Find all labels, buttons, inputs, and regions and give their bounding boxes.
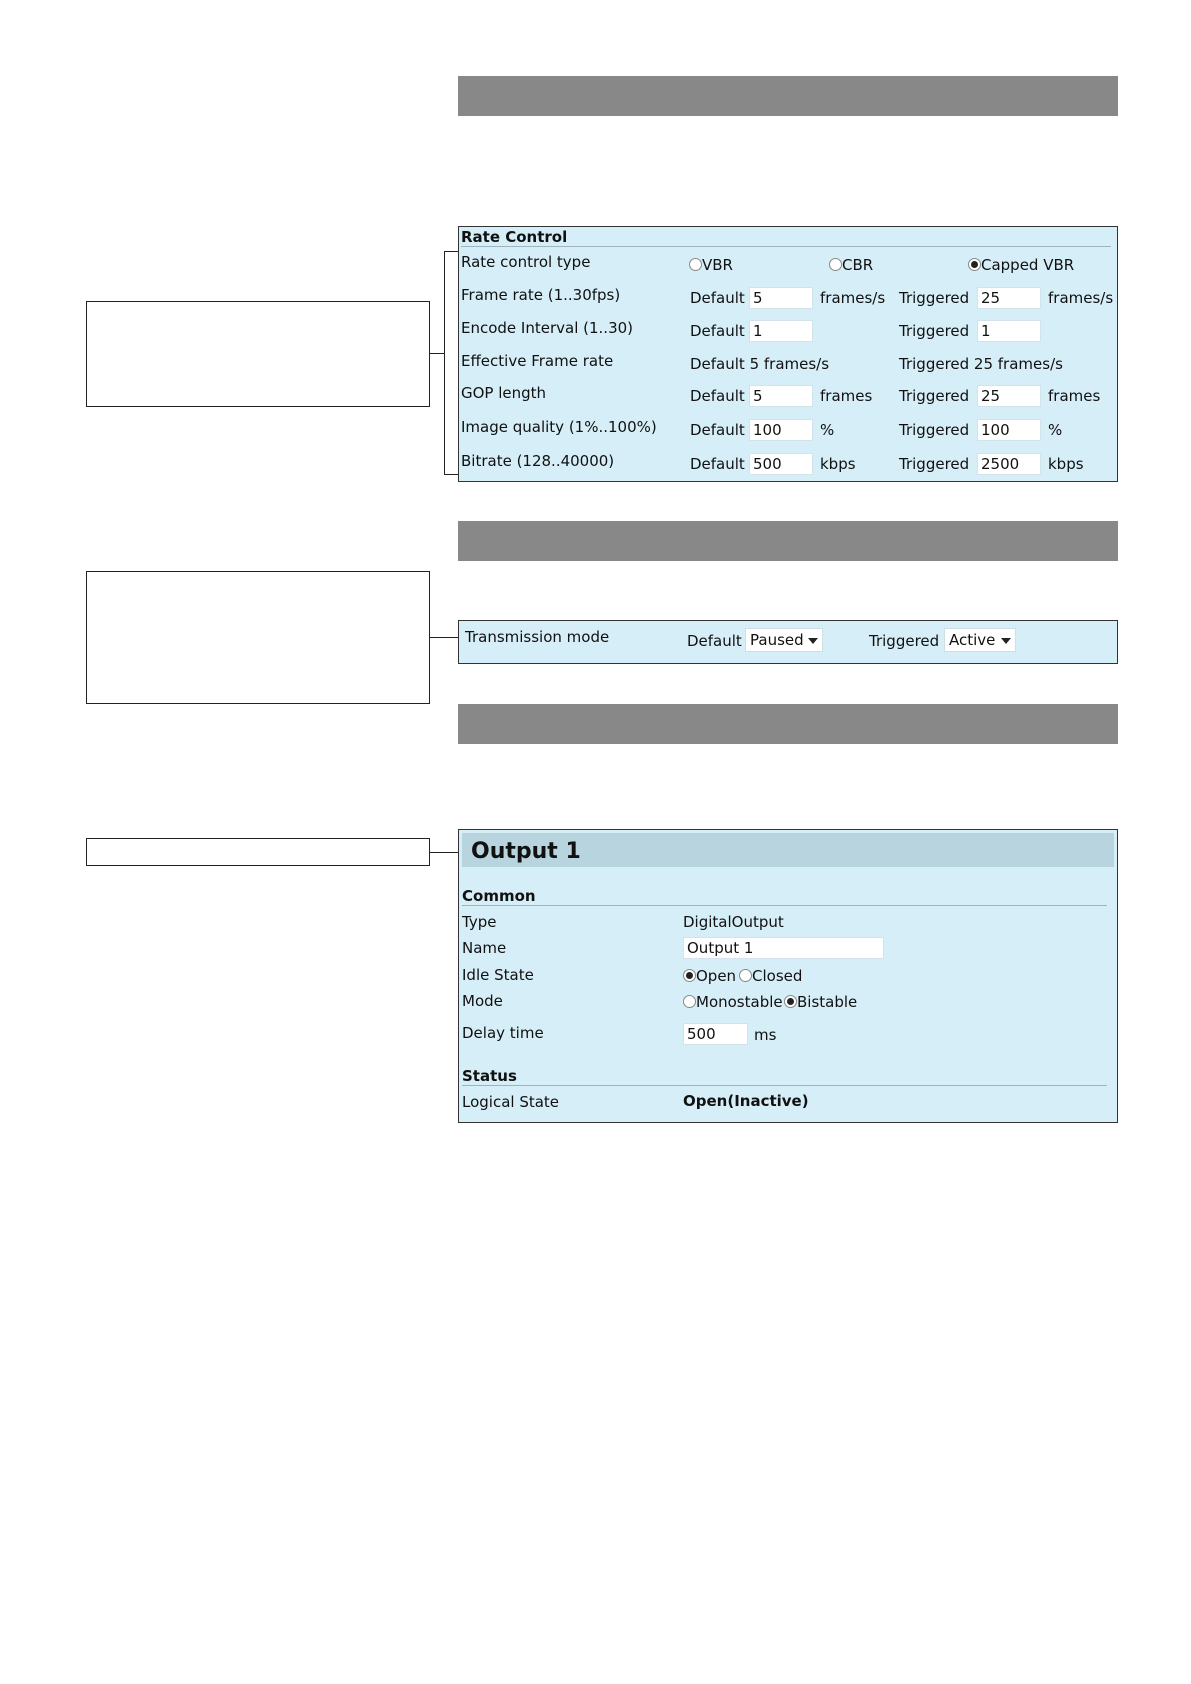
mode-monostable-radio[interactable]	[683, 993, 783, 1011]
common-separator	[462, 905, 1107, 906]
radio-capped-vbr-label: Capped VBR	[981, 256, 1075, 274]
frame-rate-triggered-unit: frames/s	[1048, 289, 1114, 307]
callout-box-output	[86, 838, 430, 866]
status-heading: Status	[462, 1067, 517, 1085]
quality-default-input[interactable]: 100	[749, 419, 813, 441]
transmission-default-value: Paused	[750, 631, 804, 649]
transmission-triggered-select[interactable]	[944, 628, 1016, 652]
quality-default-unit: %	[820, 421, 835, 439]
mode-monostable-circle[interactable]	[683, 995, 696, 1008]
mode-bistable-label: Bistable	[797, 993, 858, 1011]
gop-length-label: GOP length	[461, 384, 547, 402]
rate-control-type-label: Rate control type	[461, 253, 591, 271]
gop-triggered-input[interactable]: 25	[977, 385, 1041, 407]
transmission-triggered-value: Active	[949, 631, 996, 649]
logical-state-value: Open(Inactive)	[683, 1092, 809, 1110]
radio-capped-vbr-circle[interactable]	[968, 258, 981, 271]
section-header-bar-3	[458, 704, 1118, 744]
image-quality-label: Image quality (1%..100%)	[461, 418, 657, 436]
output-panel	[458, 829, 1118, 1123]
frame-rate-default-label: Default	[690, 289, 745, 307]
bitrate-triggered-label: Triggered	[899, 455, 970, 473]
type-label: Type	[462, 913, 497, 931]
section-header-bar-2	[458, 521, 1118, 561]
radio-cbr-label: CBR	[842, 256, 874, 274]
radio-cbr-circle[interactable]	[829, 258, 842, 271]
callout-box-transmission	[86, 571, 430, 704]
bitrate-default-label: Default	[690, 455, 745, 473]
idle-open-label: Open	[696, 967, 737, 985]
transmission-mode-label: Transmission mode	[465, 628, 610, 646]
mode-label: Mode	[462, 992, 503, 1010]
frame-rate-label: Frame rate (1..30fps)	[461, 286, 621, 304]
frame-rate-triggered-label: Triggered	[899, 289, 970, 307]
common-heading: Common	[462, 887, 536, 905]
rate-control-separator	[461, 246, 1111, 247]
encode-interval-triggered-input[interactable]: 1	[977, 320, 1041, 342]
frame-rate-default-unit: frames/s	[820, 289, 886, 307]
gop-default-input[interactable]: 5	[749, 385, 813, 407]
status-separator	[462, 1085, 1107, 1086]
mode-bistable-circle[interactable]	[784, 995, 797, 1008]
gop-default-unit: frames	[820, 387, 873, 405]
quality-triggered-unit: %	[1048, 421, 1063, 439]
effective-frame-rate-label: Effective Frame rate	[461, 352, 614, 370]
encode-interval-default-input[interactable]: 1	[749, 320, 813, 342]
delay-time-label: Delay time	[462, 1024, 544, 1042]
encode-interval-triggered-label: Triggered	[899, 322, 970, 340]
mode-bistable-radio[interactable]	[784, 993, 857, 1011]
idle-closed-circle[interactable]	[739, 969, 752, 982]
bitrate-label: Bitrate (128..40000)	[461, 452, 615, 470]
quality-triggered-label: Triggered	[899, 421, 970, 439]
delay-time-input[interactable]: 500	[683, 1023, 748, 1045]
effective-frame-rate-default: Default 5 frames/s	[690, 355, 830, 373]
transmission-default-label: Default	[687, 632, 742, 650]
transmission-default-select[interactable]	[745, 628, 823, 652]
bitrate-triggered-unit: kbps	[1048, 455, 1084, 473]
idle-state-label: Idle State	[462, 966, 534, 984]
rate-control-panel	[458, 226, 1118, 482]
output-title: Output 1	[471, 839, 581, 864]
gop-default-label: Default	[690, 387, 745, 405]
radio-vbr-label: VBR	[702, 256, 733, 274]
bitrate-triggered-input[interactable]: 2500	[977, 453, 1041, 475]
name-label: Name	[462, 939, 507, 957]
radio-vbr[interactable]	[689, 256, 733, 274]
chevron-down-icon	[1001, 638, 1011, 644]
encode-interval-label: Encode Interval (1..30)	[461, 319, 634, 337]
logical-state-label: Logical State	[462, 1093, 560, 1111]
radio-cbr[interactable]	[829, 256, 873, 274]
type-value: DigitalOutput	[683, 913, 784, 931]
bitrate-default-unit: kbps	[820, 455, 856, 473]
transmission-panel	[458, 620, 1118, 664]
encode-interval-default-label: Default	[690, 322, 745, 340]
idle-closed-label: Closed	[752, 967, 803, 985]
mode-monostable-label: Monostable	[696, 993, 783, 1011]
delay-time-unit: ms	[754, 1026, 777, 1044]
quality-triggered-input[interactable]: 100	[977, 419, 1041, 441]
frame-rate-default-input[interactable]: 5	[749, 287, 813, 309]
name-input[interactable]: Output 1	[683, 937, 884, 959]
gop-triggered-unit: frames	[1048, 387, 1101, 405]
quality-default-label: Default	[690, 421, 745, 439]
idle-open-circle[interactable]	[683, 969, 696, 982]
rate-control-title: Rate Control	[461, 228, 568, 246]
section-header-bar-1	[458, 76, 1118, 116]
bitrate-default-input[interactable]: 500	[749, 453, 813, 475]
callout-box-rate-control	[86, 301, 430, 407]
connector-rate-control	[430, 353, 444, 354]
radio-capped-vbr[interactable]	[968, 256, 1074, 274]
idle-state-open-radio[interactable]	[683, 967, 736, 985]
chevron-down-icon	[808, 638, 818, 644]
gop-triggered-label: Triggered	[899, 387, 970, 405]
idle-state-closed-radio[interactable]	[739, 967, 802, 985]
radio-vbr-circle[interactable]	[689, 258, 702, 271]
frame-rate-triggered-input[interactable]: 25	[977, 287, 1041, 309]
transmission-triggered-label: Triggered	[869, 632, 940, 650]
bracket-rate-control	[444, 251, 459, 475]
effective-frame-rate-triggered: Triggered 25 frames/s	[899, 355, 1063, 373]
